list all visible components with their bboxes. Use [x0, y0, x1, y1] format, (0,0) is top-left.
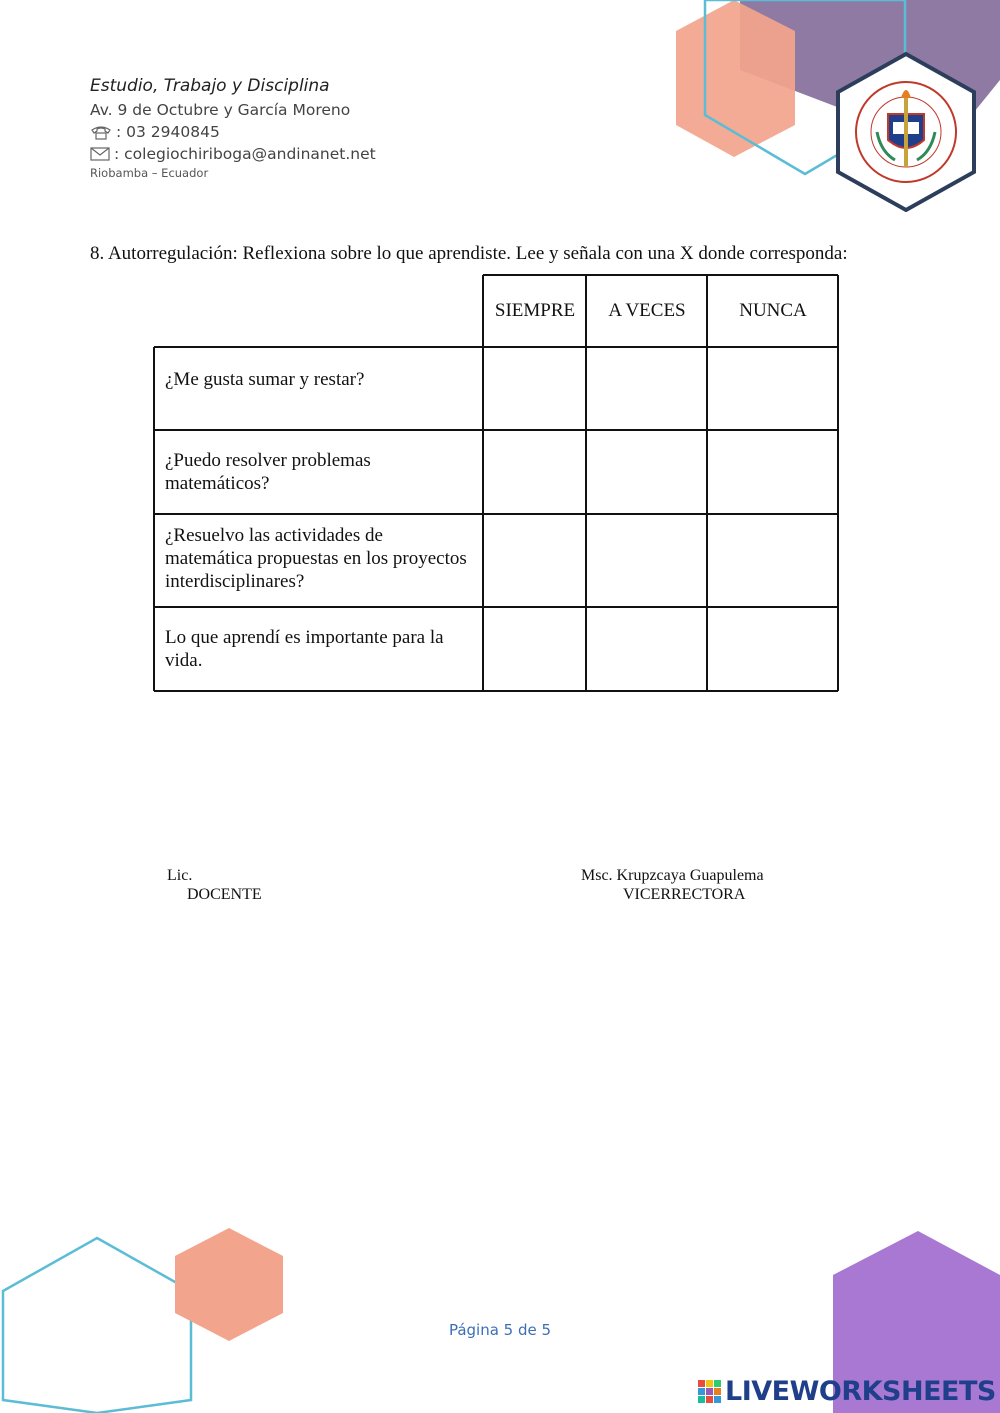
column-header-siempre: SIEMPRE [494, 300, 576, 321]
column-header-nunca: NUNCA [739, 300, 807, 321]
question-row-4: Lo que aprendí es importante para la vida. [165, 627, 444, 671]
answer-cell-row4-siempre[interactable] [484, 608, 586, 691]
page-number: Página 5 de 5 [448, 1321, 552, 1339]
liveworksheets-wordmark: LIVEWORKSHEETS [725, 1376, 996, 1407]
column-header-a-veces: A VECES [608, 300, 686, 321]
answer-cell-row4-nunca[interactable] [708, 608, 838, 691]
liveworksheets-logo [697, 1376, 996, 1407]
question-row-3: ¿Resuelvo las actividades de matemática propuestas en los proyectos interdisciplinares? [165, 524, 467, 592]
school-header [90, 76, 376, 180]
answer-cell-row2-siempre[interactable] [484, 431, 586, 514]
answer-cell-row3-siempre[interactable] [484, 515, 586, 607]
answer-cell-row3-nunca[interactable] [708, 515, 838, 607]
answer-cell-row2-a-veces[interactable] [587, 431, 707, 514]
answer-cell-row1-siempre[interactable] [484, 348, 586, 430]
answer-cell-row4-a-veces[interactable] [587, 608, 707, 691]
vicerrectora-name: Msc. Krupzcaya Guapulema [581, 867, 764, 884]
question-row-1: ¿Me gusta sumar y restar? [165, 368, 365, 390]
docente-name: Lic. [167, 867, 193, 884]
school-email [90, 143, 376, 165]
signature-vicerrectora [581, 866, 764, 904]
school-address: Av. 9 de Octubre y García Moreno [90, 101, 351, 119]
answer-cell-row1-a-veces[interactable] [587, 348, 707, 430]
liveworksheets-icon [697, 1379, 723, 1405]
school-city: Riobamba – Ecuador [90, 166, 209, 180]
signature-docente [167, 866, 262, 904]
question-row-2: ¿Puedo resolver problemas matemáticos? [165, 450, 371, 494]
school-logo [835, 52, 977, 212]
school-phone [90, 121, 376, 143]
answer-cell-row2-nunca[interactable] [708, 431, 838, 514]
vicerrectora-role: VICERRECTORA [623, 886, 746, 903]
phone-number: : 03 2940845 [116, 123, 220, 141]
activity-instruction: 8. Autorregulación: Reflexiona sobre lo que aprendiste. Lee y señala con una X donde corresponda: [90, 243, 848, 264]
mail-icon [90, 147, 110, 161]
docente-role: DOCENTE [187, 886, 262, 903]
email-address: : colegiochiriboga@andinanet.net [114, 145, 376, 163]
phone-icon [90, 125, 112, 140]
school-motto: Estudio, Trabajo y Disciplina [90, 76, 330, 96]
answer-cell-row3-a-veces[interactable] [587, 515, 707, 607]
answer-cell-row1-nunca[interactable] [708, 348, 838, 430]
self-assessment-table [153, 274, 839, 692]
